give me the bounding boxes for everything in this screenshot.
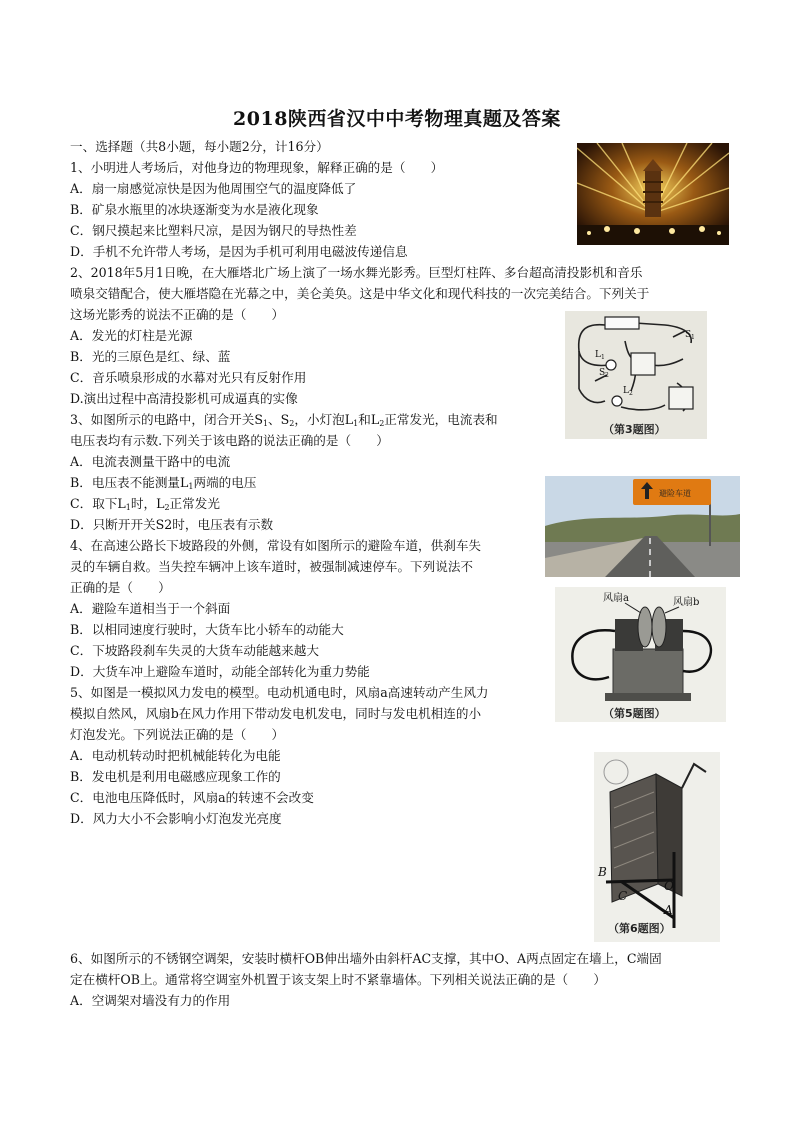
circuit-diagram xyxy=(565,311,707,439)
svg-text:2: 2 xyxy=(629,390,633,397)
svg-text:2: 2 xyxy=(605,372,609,379)
escape-lane-sign-text: 避险车道 xyxy=(659,489,691,498)
question-4-stem-line-1: 4、在高速公路长下坡路段的外侧，常设有如图所示的避险车道，供刹车失 xyxy=(70,538,482,553)
page-title: 2018陕西省汉中中考物理真题及答案 xyxy=(233,108,561,130)
question-4-option-a: A．避险车道相当于一个斜面 xyxy=(70,601,231,616)
question-4-option-d: D．大货车冲上避险车道时，动能全部转化为重力势能 xyxy=(70,664,370,679)
question-6-stem-line-2: 定在横杆OB上。通常将空调室外机置于该支架上时不紧靠墙体。下列相关说法正确的是（ ） xyxy=(70,972,606,987)
question-2-option-b: B．光的三原色是红、绿、蓝 xyxy=(70,349,231,364)
question-4-stem-line-2: 灵的车辆自救。当失控车辆冲上该车道时，被强制减速停车。下列说法不 xyxy=(70,559,473,574)
figure-6-caption: （第6题图） xyxy=(608,922,671,935)
question-3-option-b: B．电压表不能测量$L_1$两端的电压 xyxy=(70,475,257,491)
question-6-stem-line-1: 6、如图所示的不锈钢空调架，安装时横杆OB伸出墙外由斜杆AC支撑，其中O、A两点固定在墙上，C端固 xyxy=(70,951,662,966)
question-3-stem-line-2: 电压表均有示数.下列关于该电路的说法正确的是（ ） xyxy=(70,433,389,448)
question-3-stem-line-1: 3、如图所示的电路中，闭合开关$S_1$、$S_2$，小灯泡$L_1$和$L_2$正常发光，电流表和 xyxy=(70,412,498,428)
section-header: 一、选择题（共8小题，每小题2分，计16分） xyxy=(70,139,329,154)
question-1-stem: 1、小明进人考场后，对他身边的物理现象，解释正确的是（ ） xyxy=(70,160,444,175)
question-5-option-a: A．电动机转动时把机械能转化为电能 xyxy=(70,748,281,763)
question-2-stem-line-2: 喷泉交错配合，使大雁塔隐在光幕之中，美仑美奂。这是中华文化和现代科技的一次完美结合。下列关于 xyxy=(70,286,650,301)
question-1-option-d: D．手机不允许带人考场，是因为手机可利用电磁波传递信息 xyxy=(70,244,408,259)
light-show-photo xyxy=(577,143,729,245)
question-3-option-a: A．电流表测量干路中的电流 xyxy=(70,454,231,469)
escape-lane-photo xyxy=(545,476,740,577)
question-1-option-b: B．矿泉水瓶里的冰块逐渐变为水是液化现象 xyxy=(70,202,319,217)
question-2-option-c: C．音乐喷泉形成的水幕对光只有反射作用 xyxy=(70,370,307,385)
question-1-option-c: C．钢尺摸起来比塑料尺凉，是因为钢尺的导热性差 xyxy=(70,223,357,238)
ac-bracket-figure xyxy=(594,752,720,942)
question-5-stem-line-1: 5、如图是一模拟风力发电的模型。电动机通电时，风扇a高速转动产生风力 xyxy=(70,685,489,700)
point-b-label: B xyxy=(598,865,607,879)
question-5-option-c: C．电池电压降低时，风扇a的转速不会改变 xyxy=(70,790,314,805)
question-4-option-b: B．以相同速度行驶时，大货车比小轿车的动能大 xyxy=(70,622,344,637)
lamp-l1-label: L xyxy=(595,350,601,360)
switch-s2-label: S xyxy=(599,368,606,378)
question-2-option-a: A．发光的灯柱是光源 xyxy=(70,328,193,343)
question-3-option-c: C．取下$L_1$时，$L_2$正常发光 xyxy=(70,496,220,512)
lamp-l2-label: L xyxy=(623,386,629,396)
question-4-option-c: C．下坡路段刹车失灵的大货车动能越来越大 xyxy=(70,643,319,658)
fan-b-label: 风扇b xyxy=(673,597,700,608)
point-o-label: O xyxy=(664,879,674,893)
svg-text:1: 1 xyxy=(691,334,695,341)
question-5-stem-line-2: 模拟自然风，风扇b在风力作用下带动发电机发电，同时与发电机相连的小 xyxy=(70,706,482,721)
fan-a-label: 风扇a xyxy=(603,593,629,604)
wind-power-model-figure xyxy=(555,587,726,722)
point-c-label: C xyxy=(618,889,628,903)
switch-s1-label: S xyxy=(685,330,692,340)
question-6-option-a: A．空调架对墙没有力的作用 xyxy=(70,993,231,1008)
question-3-option-d: D．只断开开关S2时，电压表有示数 xyxy=(70,517,274,532)
question-2-stem-line-3: 这场光影秀的说法不正确的是（ ） xyxy=(70,307,285,322)
question-5-stem-line-3: 灯泡发光。下列说法正确的是（ ） xyxy=(70,727,285,742)
question-1-option-a: A．扇一扇感觉凉快是因为他周围空气的温度降低了 xyxy=(70,181,357,196)
question-2-stem-line-1: 2、2018年5月1日晚，在大雁塔北广场上演了一场水舞光影秀。巨型灯柱阵、多台超高清投影机和音乐 xyxy=(70,265,643,280)
figure-3-caption: （第3题图） xyxy=(603,423,666,436)
svg-text:1: 1 xyxy=(601,354,605,361)
question-5-option-d: D．风力大小不会影响小灯泡发光亮度 xyxy=(70,811,282,826)
question-4-stem-line-3: 正确的是（ ） xyxy=(70,580,171,595)
question-2-option-d: D.演出过程中高清投影机可成逼真的实像 xyxy=(70,391,298,406)
figure-5-caption: （第5题图） xyxy=(603,707,666,720)
question-5-option-b: B．发电机是利用电磁感应现象工作的 xyxy=(70,769,281,784)
point-a-label: A xyxy=(664,903,673,917)
